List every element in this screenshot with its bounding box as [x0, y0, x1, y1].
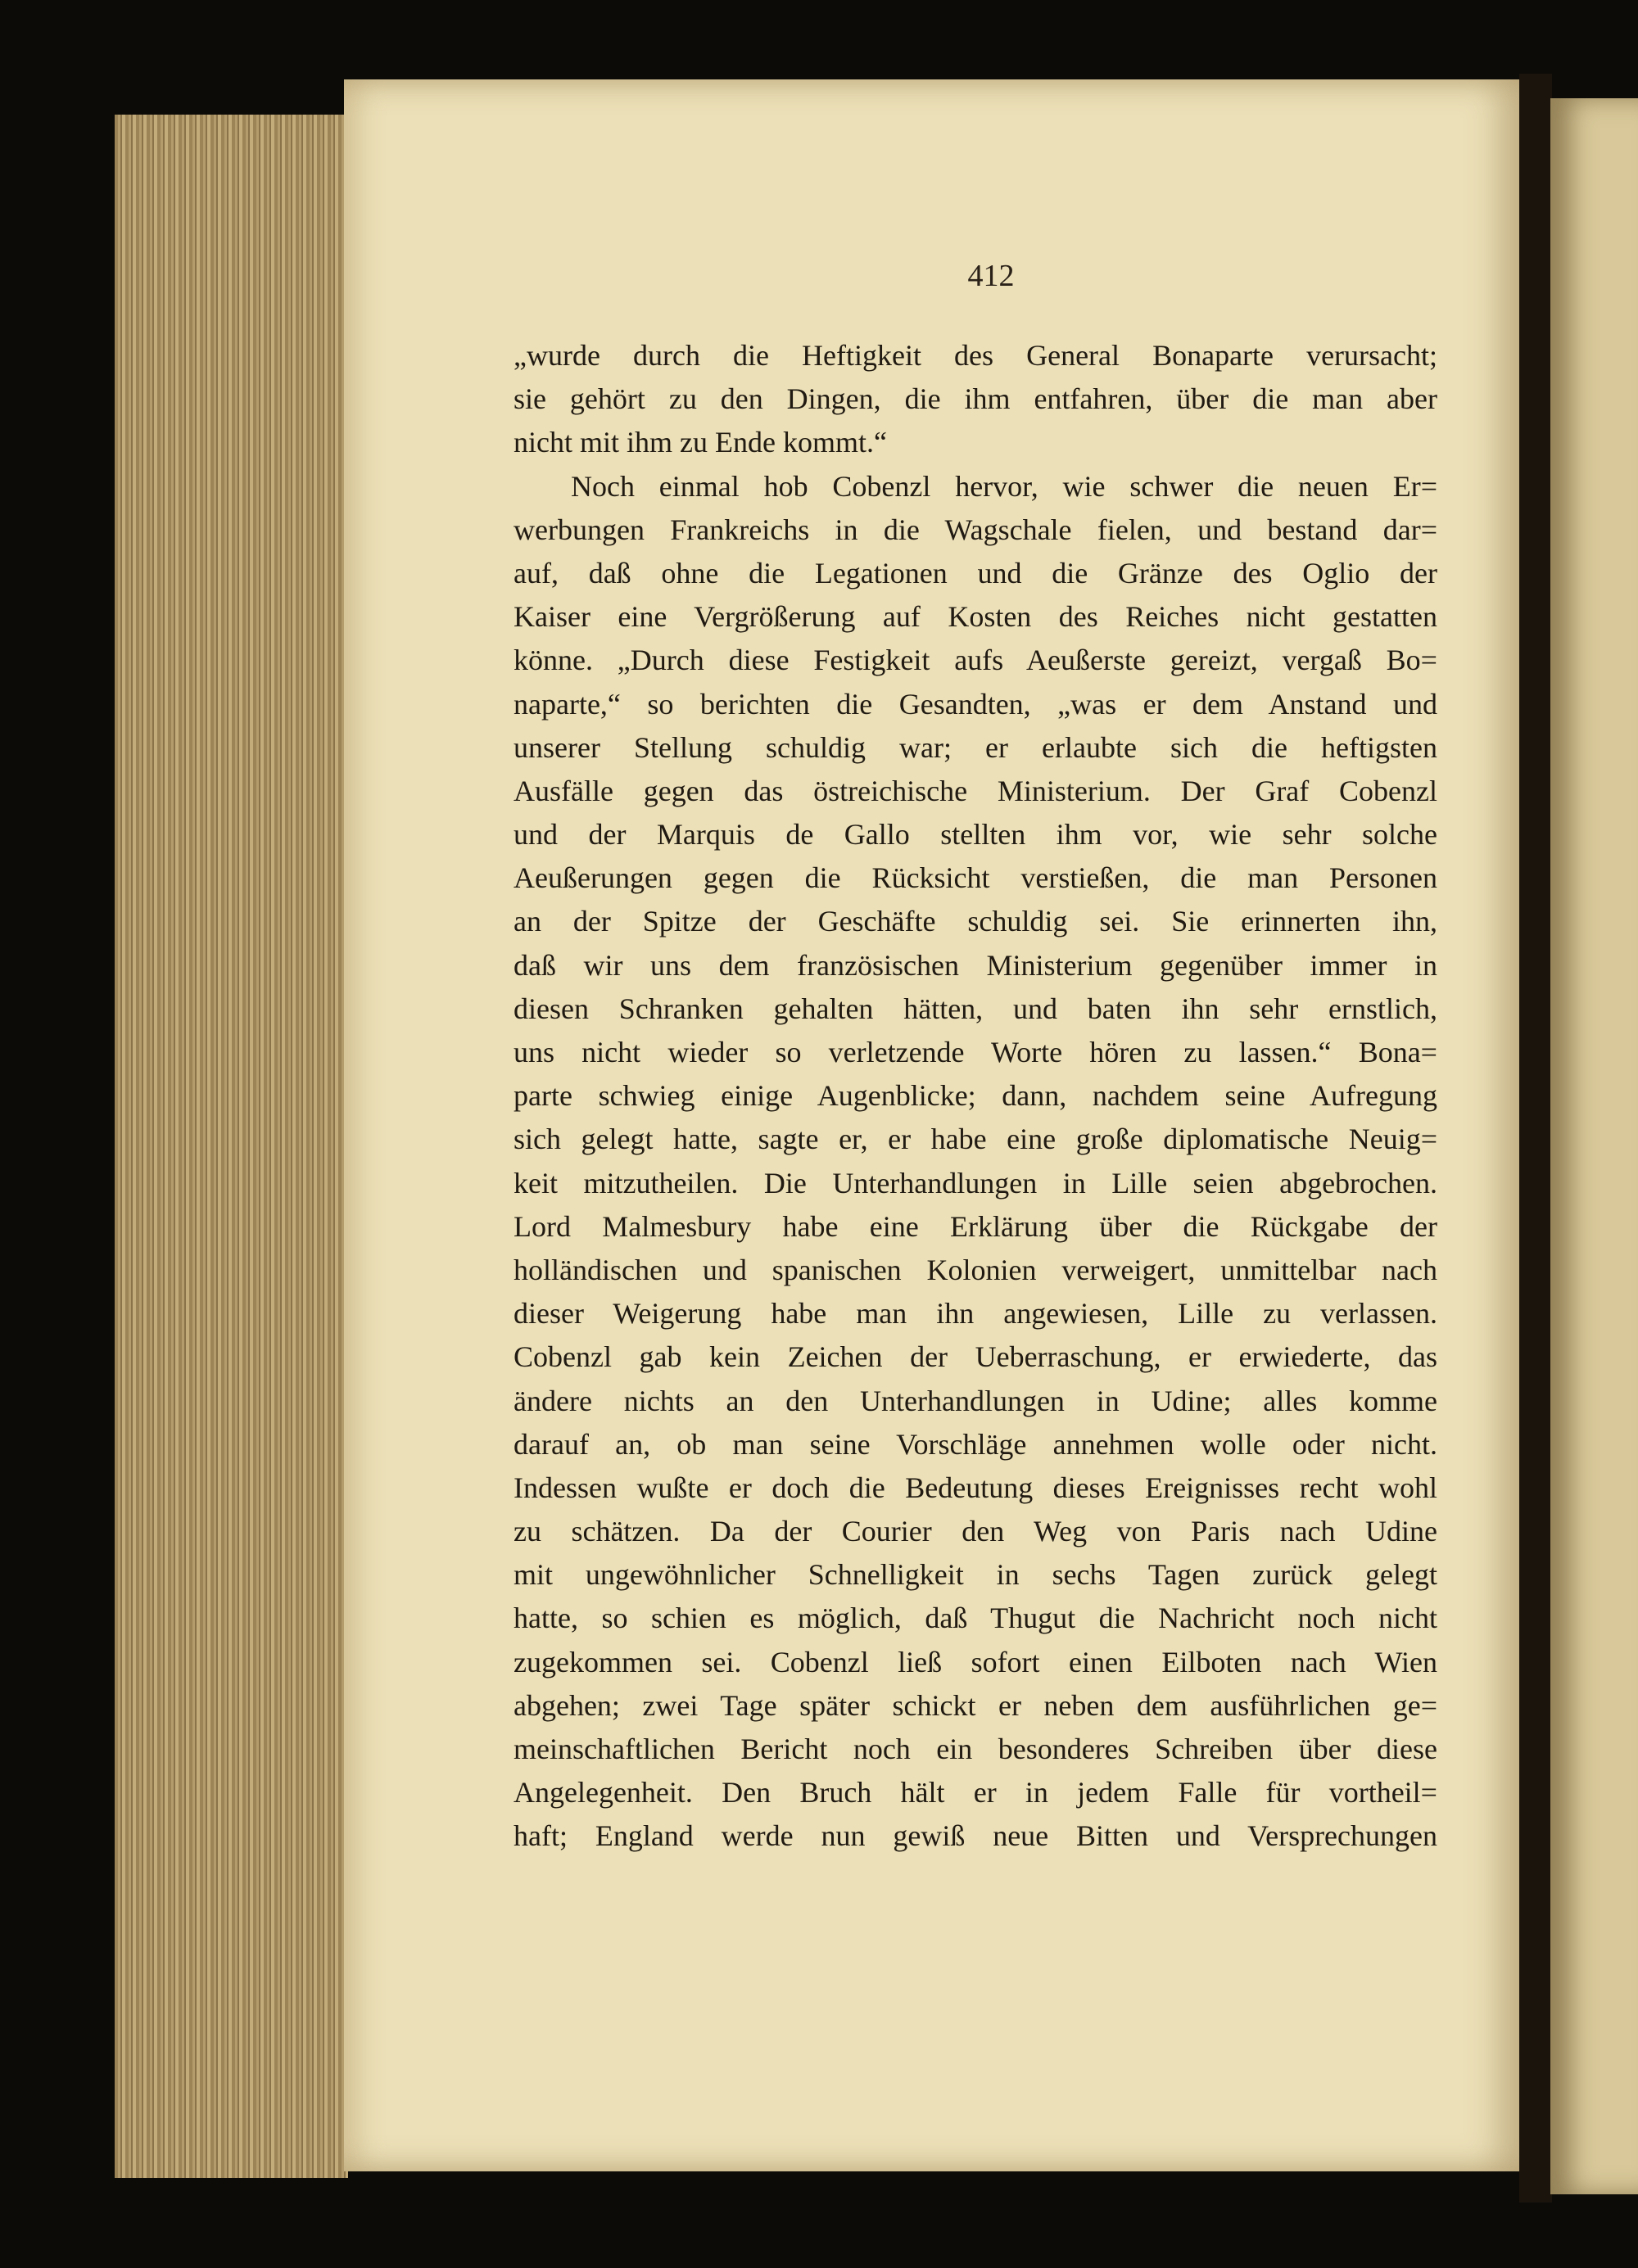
- text-line: meinschaftlichen Bericht noch ein besonderes Schreiben über diese: [514, 1733, 1437, 1765]
- facing-page-edge: [1550, 98, 1638, 2194]
- text-line: Indessen wußte er doch die Bedeutung dieses Ereignisses recht wohl: [514, 1471, 1437, 1504]
- text-line: naparte,“ so berichten die Gesandten, „was er dem Anstand und: [514, 687, 1437, 721]
- page-number: 412: [967, 259, 1015, 293]
- text-line: Angelegenheit. Den Bruch hält er in jedem Falle für vortheil=: [514, 1776, 1437, 1809]
- text-line: zu schätzen. Da der Courier den Weg von Paris nach Udine: [514, 1515, 1437, 1548]
- text-line: ändere nichts an den Unterhandlungen in Udine; alles komme: [514, 1384, 1437, 1417]
- text-line: unserer Stellung schuldig war; er erlaubte sich die heftigsten: [514, 730, 1437, 764]
- text-line: könne. „Durch diese Festigkeit aufs Aeußerste gereizt, vergaß Bo=: [514, 644, 1437, 677]
- text-line: holländischen und spanischen Kolonien verweigert, unmittelbar nach: [514, 1253, 1437, 1286]
- text-line: Kaiser eine Vergrößerung auf Kosten des Reiches nicht gestatten: [514, 600, 1437, 634]
- text-line: werbungen Frankreichs in die Wagschale fielen, und bestand dar=: [514, 513, 1437, 546]
- text-line: keit mitzutheilen. Die Unterhandlungen in Lille seien abgebrochen.: [514, 1166, 1437, 1200]
- text-line: zugekommen sei. Cobenzl ließ sofort einen Eilboten nach Wien: [514, 1645, 1437, 1678]
- text-line: und der Marquis de Gallo stellten ihm vor, wie sehr solche: [514, 818, 1437, 852]
- text-line: diesen Schranken gehalten hätten, und baten ihn sehr ernstlich,: [514, 992, 1437, 1025]
- text-line: an der Spitze der Geschäfte schuldig sei. Sie erinnerten ihn,: [514, 905, 1437, 938]
- text-line: Cobenzl gab kein Zeichen der Ueberraschung, er erwiederte, das: [514, 1340, 1437, 1374]
- text-line: daß wir uns dem französischen Ministerium gegenüber immer in: [514, 948, 1437, 982]
- text-line: sich gelegt hatte, sagte er, er habe eine große diplomatische Neuig=: [514, 1123, 1437, 1156]
- text-line: auf, daß ohne die Legationen und die Gränze des Oglio der: [514, 556, 1437, 590]
- text-line: nicht mit ihm zu Ende kommt.“: [514, 426, 887, 459]
- text-line: „wurde durch die Heftigkeit des General Bonaparte verursacht;: [514, 339, 1437, 372]
- page-edges-stack: [115, 115, 348, 2178]
- book-spine: [1519, 74, 1552, 2202]
- text-line: Ausfälle gegen das östreichische Ministerium. Der Graf Cobenzl: [514, 774, 1437, 807]
- text-line: dieser Weigerung habe man ihn angewiesen, Lille zu verlassen.: [514, 1297, 1437, 1331]
- text-line: sie gehört zu den Dingen, die ihm entfahren, über die man aber: [514, 382, 1437, 416]
- text-line: hatte, so schien es möglich, daß Thugut die Nachricht noch nicht: [514, 1602, 1437, 1635]
- text-line: haft; England werde nun gewiß neue Bitten und Versprechungen: [514, 1819, 1437, 1853]
- text-line: mit ungewöhnlicher Schnelligkeit in sechs Tagen zurück gelegt: [514, 1558, 1437, 1592]
- text-line: abgehen; zwei Tage später schickt er neben dem ausführlichen ge=: [514, 1688, 1437, 1722]
- text-line: Lord Malmesbury habe eine Erklärung über die Rückgabe der: [514, 1209, 1437, 1243]
- text-line: uns nicht wieder so verletzende Worte hören zu lassen.“ Bona=: [514, 1036, 1437, 1068]
- text-line: parte schwieg einige Augenblicke; dann, nachdem seine Aufregung: [514, 1079, 1437, 1113]
- text-line: Noch einmal hob Cobenzl hervor, wie schwer die neuen Er=: [571, 469, 1437, 503]
- body-text: [514, 334, 1437, 1859]
- text-line: darauf an, ob man seine Vorschläge annehmen wolle oder nicht.: [514, 1427, 1437, 1461]
- text-line: Aeußerungen gegen die Rücksicht verstießen, die man Personen: [514, 861, 1437, 895]
